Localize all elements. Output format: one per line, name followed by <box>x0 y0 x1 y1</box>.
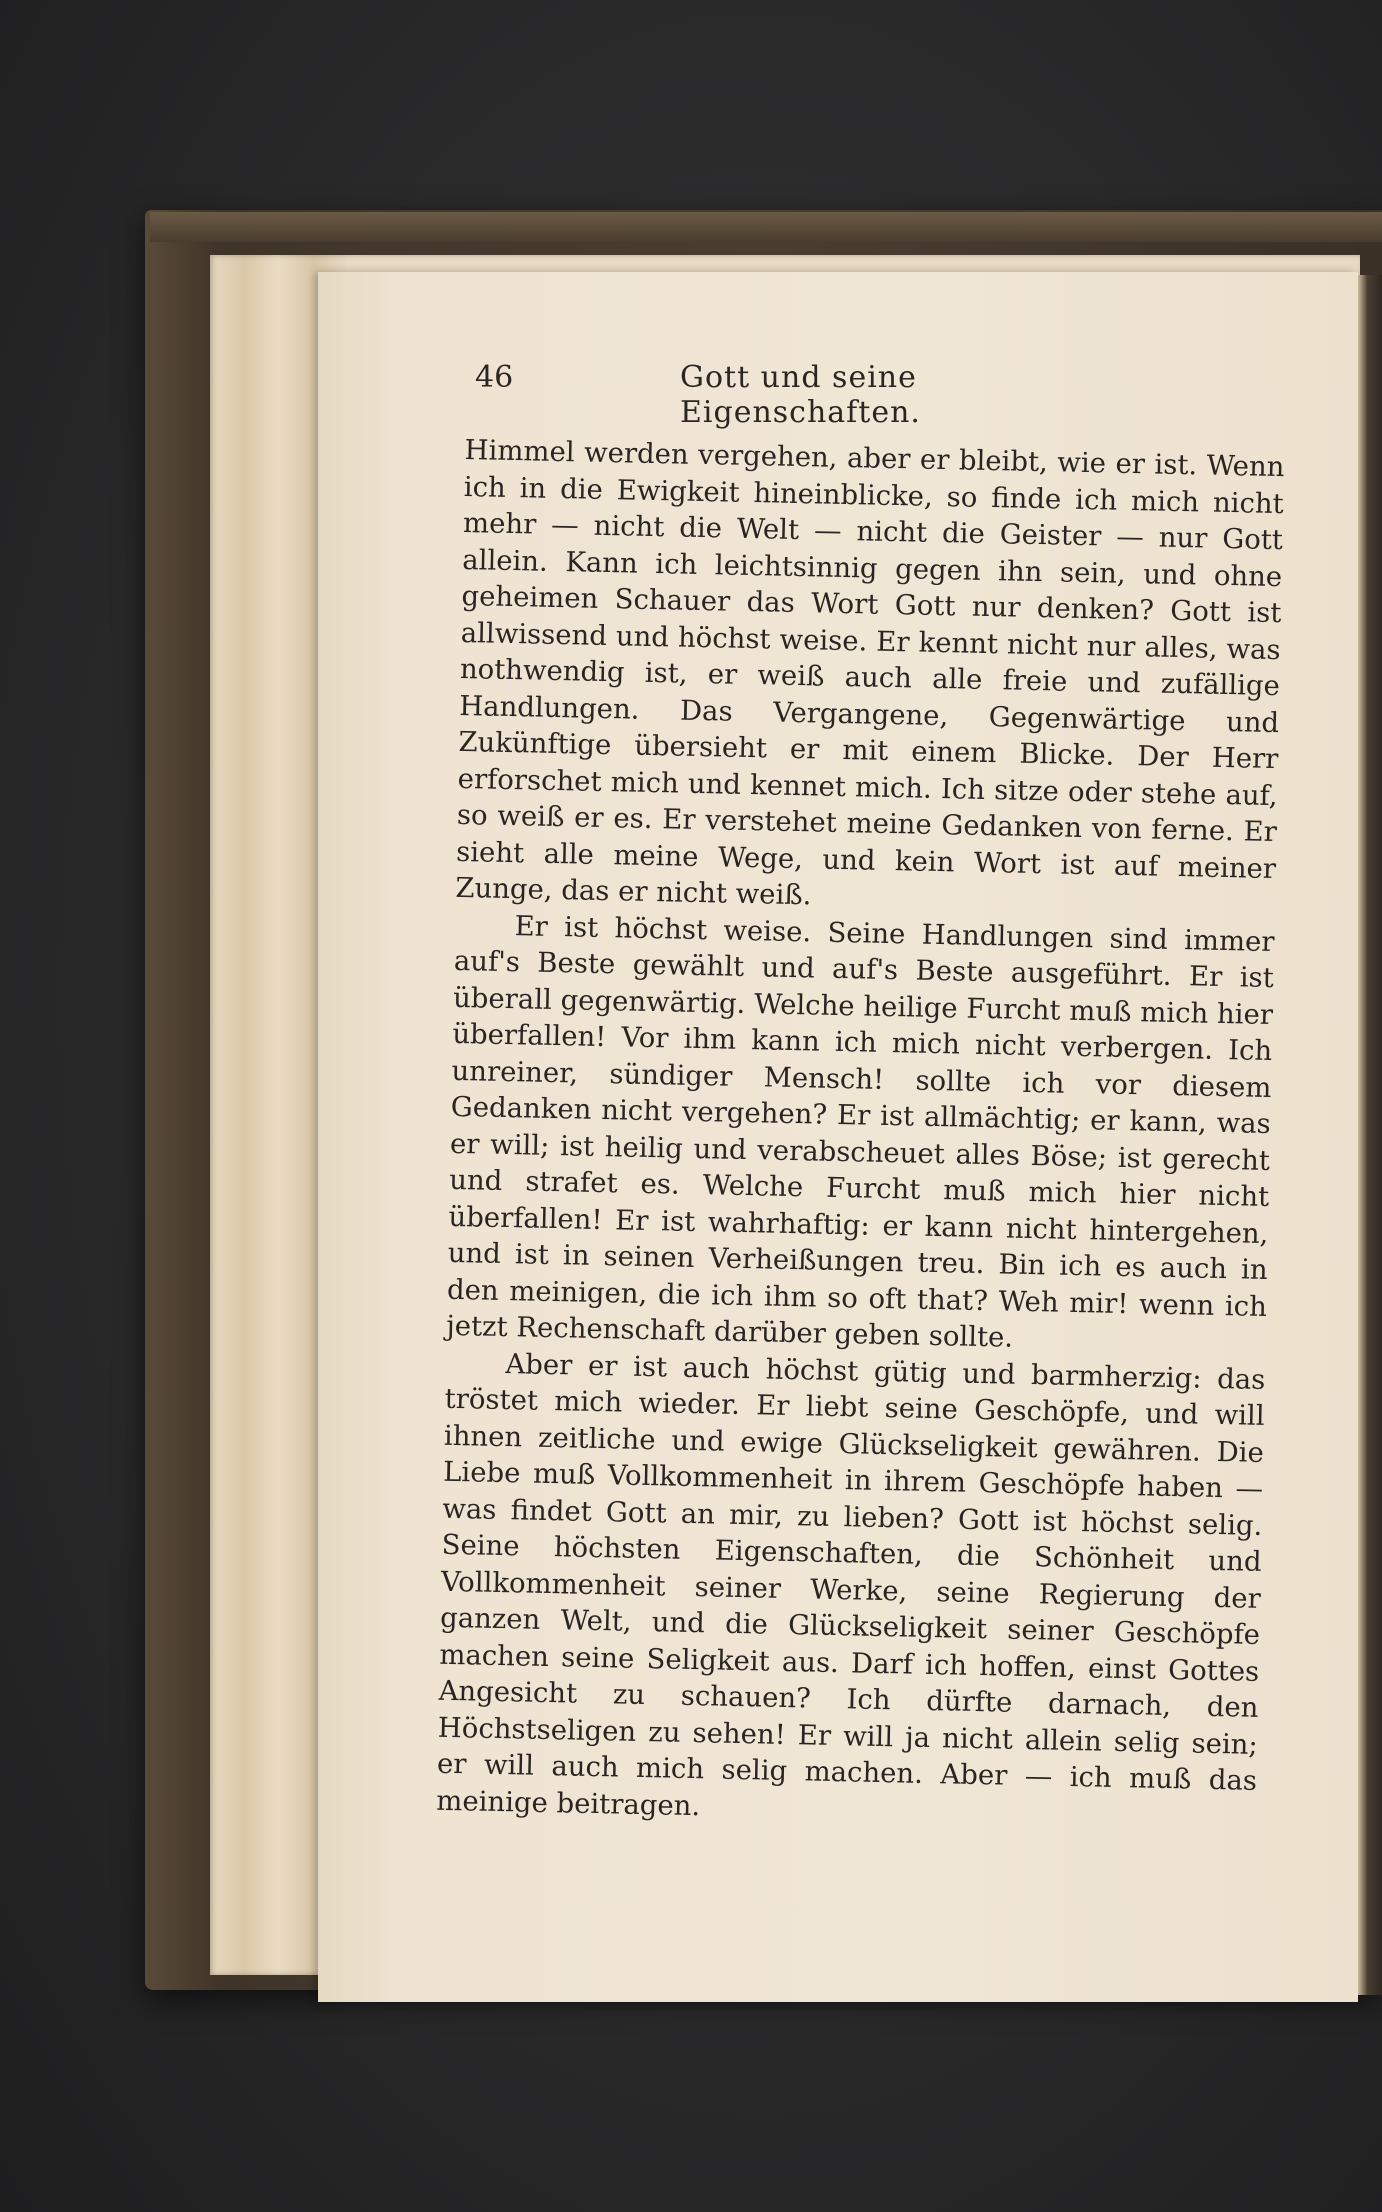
paragraph: Aber er ist auch höchst gütig und barmherzig: das tröstet mich wieder. Er liebt seine Geschöpfe, und will ihnen zeitliche und ewige Glückseligkeit gewähren. Die Liebe muß Vollkommenheit in ihrem Geschöpfe haben — was findet Gott an mir, zu lieben? Gott ist höchst selig. Seine höchsten Eigenschaften, die Schönheit und Vollkommenheit seiner Werke, seine Regierung der ganzen Welt, und die Glückseligkeit seiner Geschöpfe machen seine Seligkeit aus. Darf ich hoffen, einst Gottes Angesicht zu schauen? Ich dürfte darnach, den Höchstseligen zu sehen! Er will ja nicht allein selig sein; er will auch mich selig machen. Aber — ich muß das meinige beitragen. <box>436 1347 1266 1822</box>
paragraph: Er ist höchst weise. Seine Handlungen sind immer auf's Beste gewählt und auf's Beste ausgeführt. Er ist überall gegenwärtig. Welche heilige Furcht muß mich hier überfallen! Vor ihm kann ich mich nicht verbergen. Ich unreiner, sündiger Mensch! sollte ich vor diesem Gedanken nicht vergehen? Er ist allmächtig; er kann, was er will; ist heilig und verabscheuet alles Böse; ist gerecht und strafet es. Welche Furcht muß mich hier nicht überfallen! Er ist wahrhaftig: er kann nicht hintergehen, und ist in seinen Verheißungen treu. Bin ich es auch in den meinigen, die ich ihm so oft that? Weh mir! wenn ich jetzt Rechenschaft darüber geben sollte. <box>445 909 1275 1354</box>
page-edge <box>1358 275 1382 1995</box>
page-number: 46 <box>475 360 514 395</box>
running-title: Gott und seine Eigenschaften. <box>680 360 921 430</box>
page-header <box>475 360 1115 430</box>
paragraph: Himmel werden vergehen, aber er bleibt, wie er ist. Wenn ich in die Ewigkeit hineinblicke, so finde ich mich nicht mehr — nicht die Welt — nicht die Geister — nur Gott allein. Kann ich leichtsinnig gegen ihn sein, und ohne geheimen Schauer das Wort Gott nur denken? Gott ist allwissend und höchst weise. Er kennt nicht nur alles, was nothwendig ist, er weiß auch alle freie und zufällige Handlungen. Das Vergangene, Gegenwärtige und Zukünftige übersieht er mit einem Blicke. Der Herr erforschet mich und kennet mich. Ich sitze oder stehe auf, so weiß er es. Er verstehet meine Gedanken von ferne. Er sieht alle meine Wege, und kein Wort ist auf meiner Zunge, das er nicht weiß. <box>455 433 1285 912</box>
book-cover-top-edge <box>150 212 1382 242</box>
body-text <box>436 432 1285 1836</box>
